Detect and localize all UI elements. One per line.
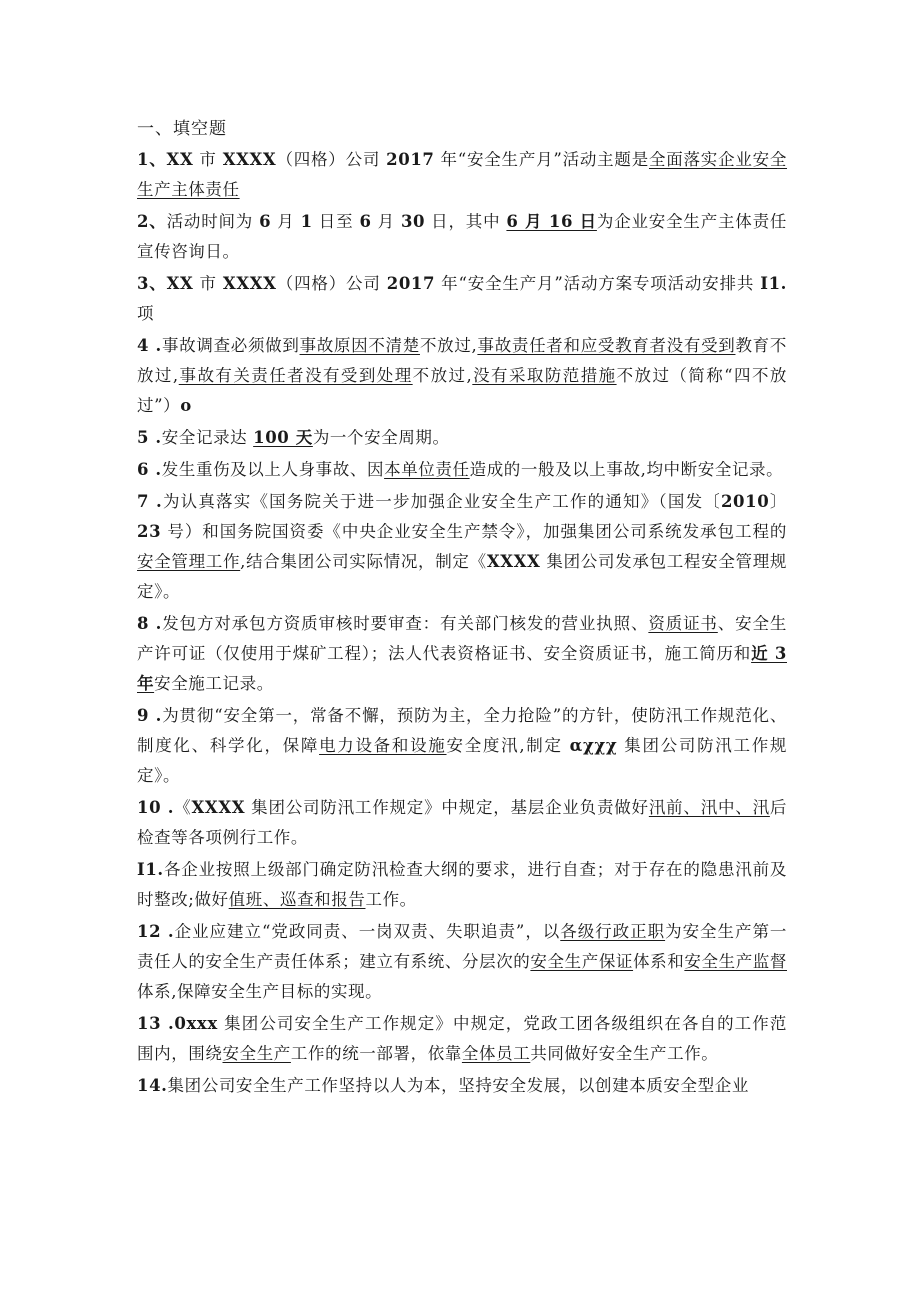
question-item — [137, 1071, 787, 1101]
question-text: 为企业安全生产主体责任宣传咨询日。 — [137, 212, 788, 261]
question-text: 后检查等各项例行工作。 — [137, 798, 787, 847]
question-text: 年“安全生产月”活动方案专项活动安排共 — [435, 274, 761, 293]
question-text: 各企业按照上级部门确定防汛检查大纲的要求，进行自查；对于存在的隐患汛前及时整改;做好 — [137, 860, 787, 909]
question-item — [137, 455, 787, 485]
question-text: o — [180, 396, 192, 415]
answer-blank: 近 3 年 — [137, 644, 787, 693]
question-text: 不放过（简称“四不放过”） — [137, 366, 787, 415]
question-text: 6 . — [137, 460, 162, 479]
question-item — [137, 207, 787, 267]
answer-blank: 安全生产 — [222, 1044, 291, 1063]
question-item — [137, 701, 787, 791]
question-text: XX — [166, 150, 194, 169]
question-text: 集团公司安全生产工作规定》中规定，党政工团各级组织在各自的工作范围内，围绕 — [137, 1014, 787, 1063]
answer-blank: 各级行政正职 — [560, 922, 666, 941]
question-text: （四格）公司 — [276, 150, 387, 169]
question-text: 月 — [371, 212, 401, 231]
question-text: 发生重伤及以上人身事故、因 — [161, 460, 385, 479]
question-text: 9 . — [137, 706, 162, 725]
question-text: 6 — [359, 212, 372, 231]
question-text: 2、 — [137, 212, 167, 231]
question-text: 共同做好安全生产工作。 — [530, 1044, 719, 1063]
question-text: 0xxx — [174, 1014, 218, 1033]
question-text: 6 — [259, 212, 272, 231]
answer-blank: 全面落实企业安全生产主体责任 — [137, 150, 788, 199]
question-text: αχχχ — [569, 736, 618, 755]
question-text: 2017 — [386, 150, 435, 169]
question-text: I1. — [137, 860, 164, 879]
question-text: 14. — [137, 1076, 168, 1095]
question-text: 造成的一般及以上事故,均中断安全记录。 — [469, 460, 784, 479]
question-item — [137, 331, 787, 421]
question-text: 企业应建立“党政同责、一岗双责、失职追责”，以 — [174, 922, 561, 941]
answer-blank: 电力设备和设施 — [319, 736, 447, 755]
question-item — [137, 145, 787, 205]
question-text: 10 . — [137, 798, 175, 817]
question-text: 集团公司防汛工作规定》中规定，基层企业负责做好 — [245, 798, 649, 817]
question-text: 1、 — [137, 150, 167, 169]
question-text: 8 . — [137, 614, 163, 633]
question-text: 市 — [193, 150, 223, 169]
answer-blank: 事故有关责任者没有受到处理 — [178, 366, 413, 385]
answer-blank: 事故原因不清楚 — [299, 336, 420, 355]
question-text: 2017 — [386, 274, 436, 293]
question-text: 安全度汛,制定 — [446, 736, 570, 755]
answer-blank: 100 天 — [253, 428, 313, 447]
question-item — [137, 1009, 787, 1069]
question-text: 〕 — [769, 492, 787, 511]
question-text: 年“安全生产月”活动主题是 — [434, 150, 649, 169]
question-text: 日，其中 — [425, 212, 507, 231]
question-text: 为一个安全周期。 — [312, 428, 450, 447]
question-text: 不放过, — [419, 336, 478, 355]
question-text: 23 — [137, 522, 162, 541]
question-text: 为安全生产第一责任人的安全生产责任体系；建立有系统、分层次的 — [137, 922, 788, 971]
answer-blank: 安全生产监督 — [684, 952, 787, 971]
answer-blank: 6 月 16 日 — [506, 212, 597, 231]
question-text: 号）和国务院国资委《中央企业安全生产禁令》，加强集团公司系统发承包工程的 — [161, 522, 787, 541]
question-text: 集团公司发承包工程安全管理规定》。 — [137, 552, 787, 601]
question-text: XXXX — [222, 150, 277, 169]
section-heading: 一、填空题 — [137, 119, 227, 139]
question-text: 日至 — [312, 212, 360, 231]
question-text: （四格）公司 — [276, 274, 387, 293]
answer-blank: 事故责任者和应受教育者没有受到 — [477, 336, 736, 355]
question-text: 、安全生产许可证（仅使用于煤矿工程）；法人代表资格证书、安全资质证书，施工简历和 — [137, 614, 787, 663]
question-text: 体系和 — [633, 952, 685, 971]
question-text: 为认真落实《国务院关于进一步加强企业安全生产工作的通知》（国发〔 — [162, 492, 721, 511]
question-item — [137, 855, 787, 915]
question-item — [137, 269, 787, 329]
question-text: 教育不放过, — [137, 336, 787, 385]
question-text: XXXX — [222, 274, 277, 293]
question-text: 2010 — [720, 492, 770, 511]
question-text: 活动时间为 — [166, 212, 260, 231]
question-item — [137, 917, 787, 1007]
question-text: 事故调查必须做到 — [161, 336, 300, 355]
question-text: 市 — [193, 274, 223, 293]
question-text: 发包方对承包方资质审核时要审查：有关部门核发的营业执照、 — [162, 614, 649, 633]
question-text: 集团公司安全生产工作坚持以人为本，坚持安全发展，以创建本质安全型企业 — [167, 1076, 749, 1095]
answer-blank: 没有采取防范措施 — [472, 366, 617, 385]
question-text: 不放过, — [412, 366, 473, 385]
question-text: 安全施工记录。 — [154, 674, 274, 693]
question-text: 13 . — [137, 1014, 175, 1033]
answer-blank: 资质证书 — [648, 614, 718, 633]
question-text: 12 . — [137, 922, 175, 941]
answer-blank: 全体员工 — [461, 1044, 531, 1063]
question-text: ,结合集团公司实际情况，制定《 — [240, 552, 487, 571]
question-item — [137, 609, 787, 699]
answer-blank: 值班、巡查和报告 — [228, 890, 366, 909]
question-text: 月 — [271, 212, 301, 231]
question-text: 7 . — [137, 492, 163, 511]
question-text: 4 . — [137, 336, 162, 355]
question-text: 项 — [137, 304, 155, 323]
question-text: 为贯彻“安全第一，常备不懈，预防为主，全力抢险”的方针，使防汛工作规范化、制度化、科学化，保障 — [137, 706, 787, 755]
question-text: 30 — [400, 212, 426, 231]
question-text: 安全记录达 — [161, 428, 254, 447]
question-list — [137, 145, 787, 1103]
question-text: 《 — [174, 798, 192, 817]
question-text: 5 . — [137, 428, 162, 447]
answer-blank: 本单位责任 — [384, 460, 470, 479]
question-item — [137, 793, 787, 853]
question-text: I1. — [760, 274, 787, 293]
question-item — [137, 487, 787, 607]
question-text: 1 — [300, 212, 313, 231]
question-text: XXXX — [191, 798, 246, 817]
question-item — [137, 423, 787, 453]
question-text: 3、 — [137, 274, 167, 293]
question-text: 工作。 — [365, 890, 417, 909]
answer-blank: 汛前、汛中、汛 — [648, 798, 770, 817]
answer-blank: 安全生产保证 — [530, 952, 634, 971]
answer-blank: 安全管理工作 — [137, 552, 241, 571]
question-text: XX — [166, 274, 194, 293]
question-text: 体系,保障安全生产目标的实现。 — [137, 982, 383, 1001]
question-text: 集团公司防汛工作规定》。 — [137, 736, 788, 785]
question-text: 工作的统一部署，依靠 — [290, 1044, 462, 1063]
question-text: XXXX — [486, 552, 541, 571]
